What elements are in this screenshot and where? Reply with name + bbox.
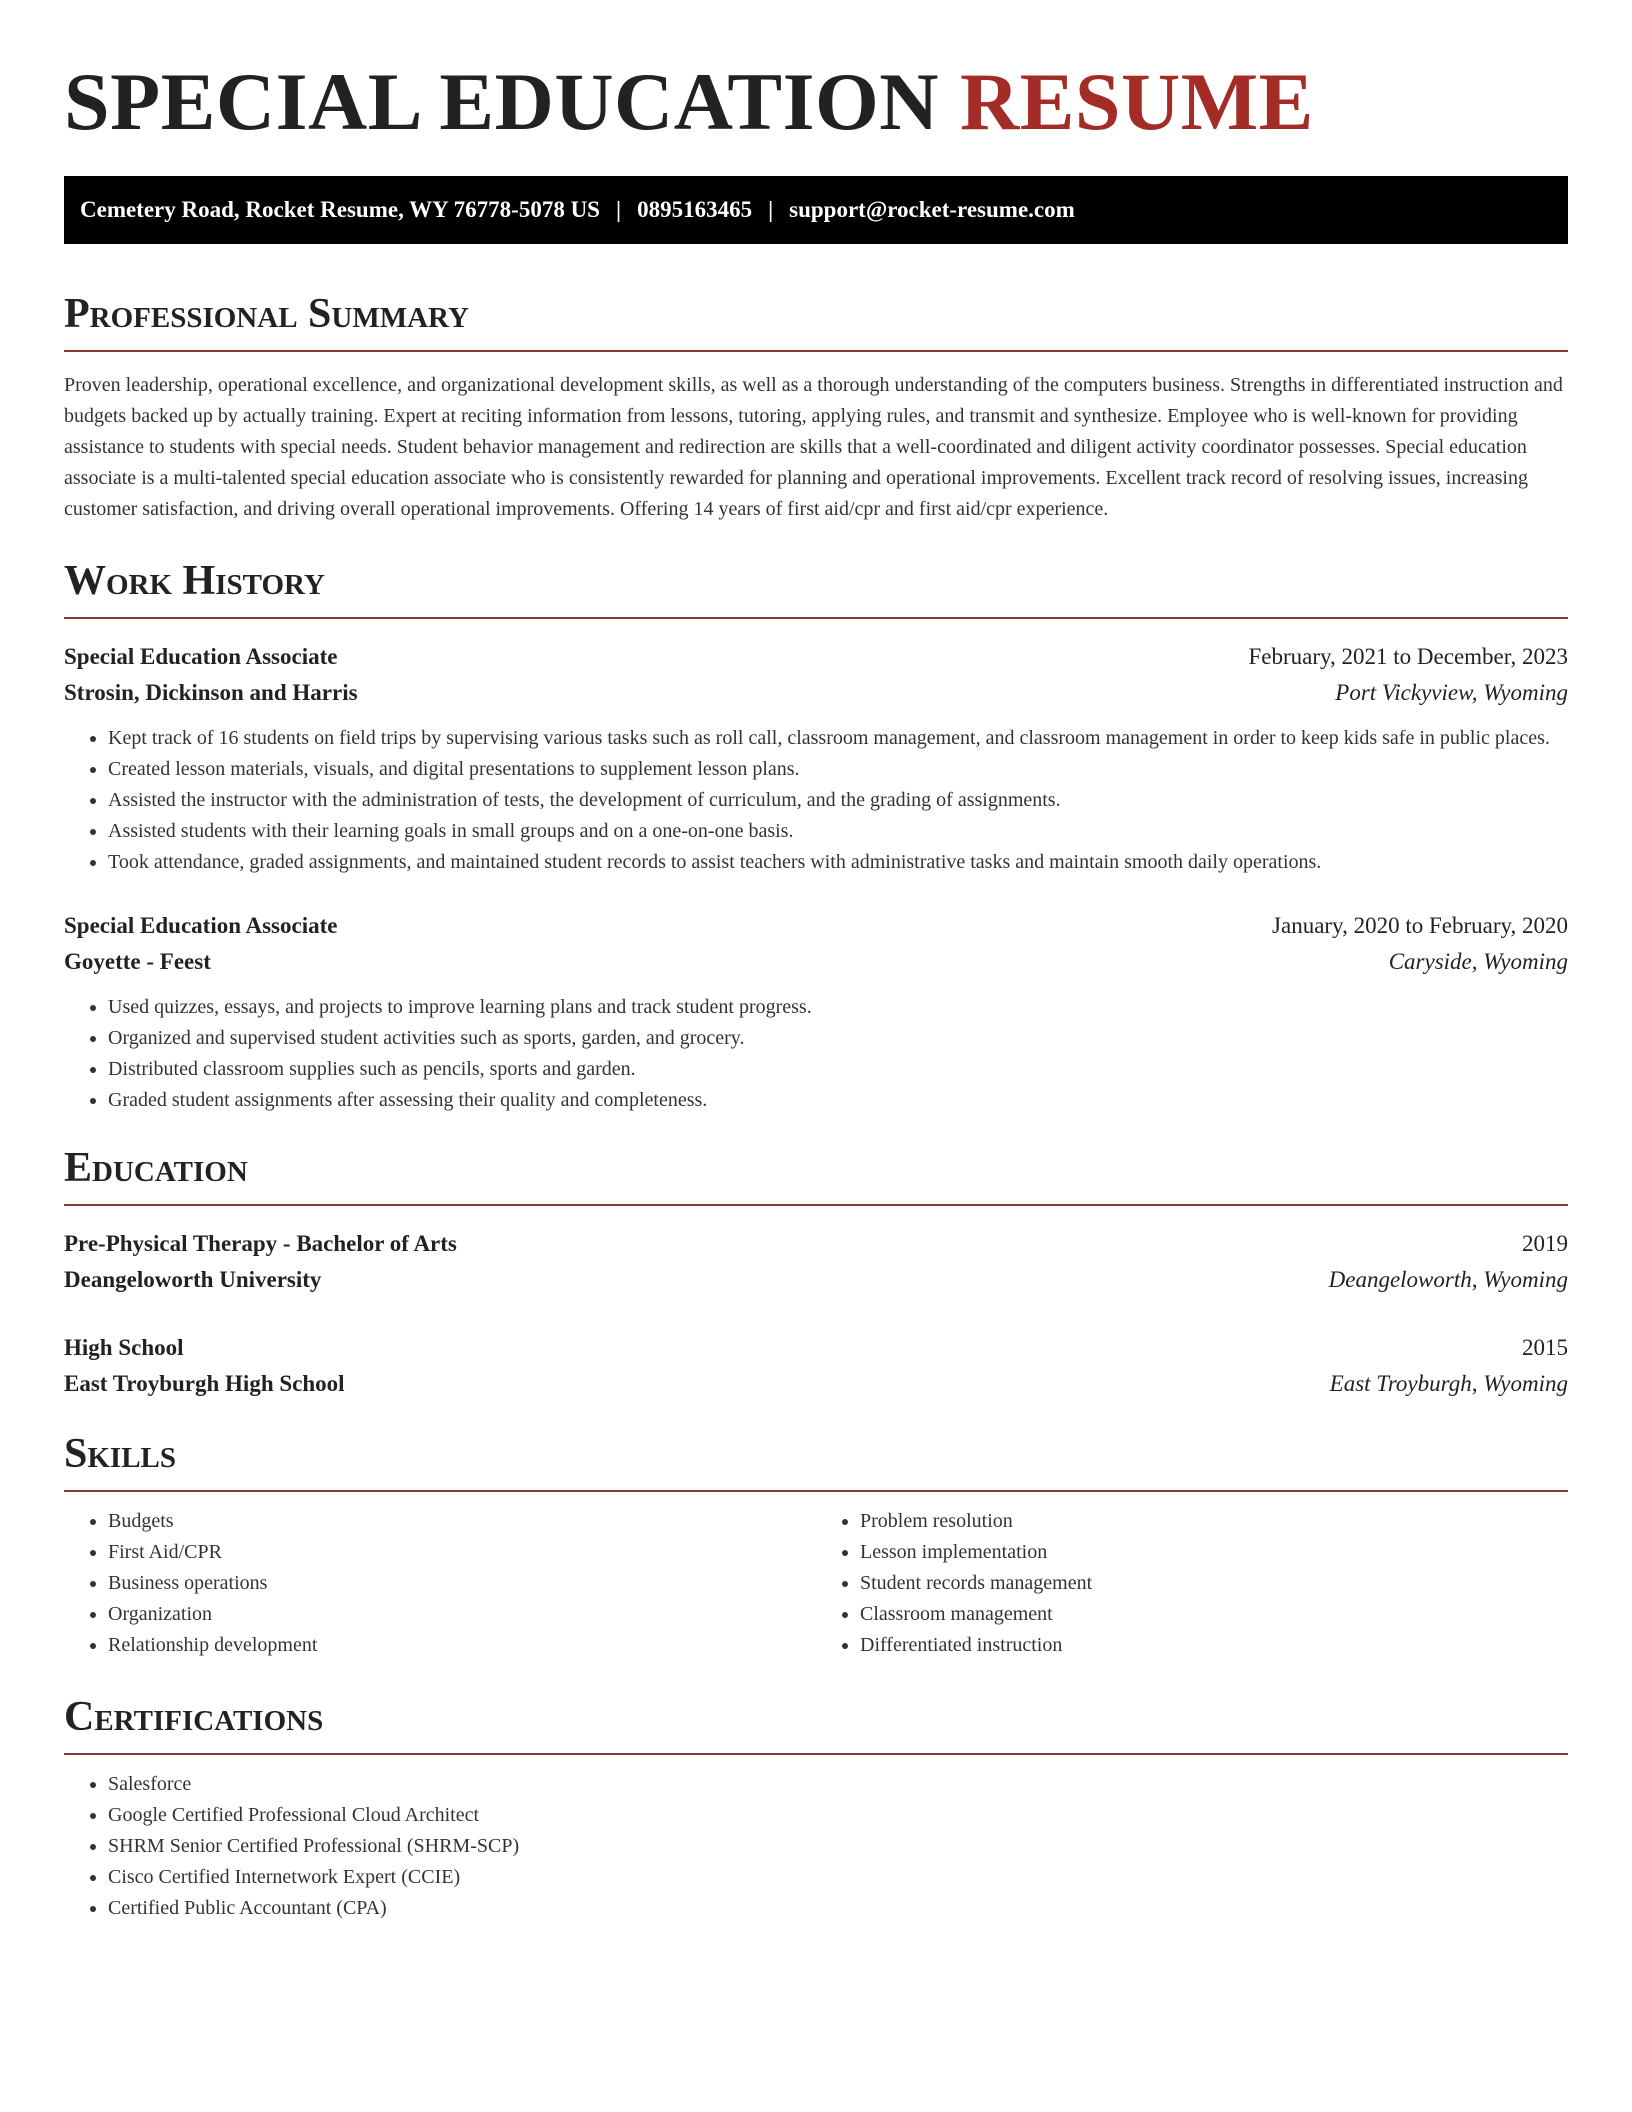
contact-phone: 0895163465 [637, 197, 753, 222]
list-item: • Assisted students with their learning goals in small groups and on a one-on-one basis. [108, 816, 1568, 847]
list-item: • Lesson implementation [860, 1537, 1568, 1568]
resume-title [64, 0, 1568, 152]
job-duties-list [64, 992, 1568, 1116]
job-dates: February, 2021 to December, 2023 [1248, 644, 1568, 669]
job-location: Port Vickyview, Wyoming [1335, 680, 1568, 705]
skills-column-left [64, 1506, 816, 1661]
contact-separator: | [768, 197, 774, 222]
job-location: Caryside, Wyoming [1388, 949, 1568, 974]
education-location: Deangeloworth, Wyoming [1328, 1267, 1568, 1292]
education-degree: Pre-Physical Therapy - Bachelor of Arts [64, 1231, 457, 1256]
list-item: • Budgets [108, 1506, 816, 1537]
list-item: • Graded student assignments after assessing their quality and completeness. [108, 1085, 1568, 1116]
skills-list [816, 1506, 1568, 1661]
list-item: • First Aid/CPR [108, 1537, 816, 1568]
list-item: • Took attendance, graded assignments, and maintained student records to assist teachers with administrative tasks and maintain smooth daily operations. [108, 847, 1568, 878]
list-item: • Relationship development [108, 1630, 816, 1661]
education-entry [64, 1226, 1568, 1298]
section-heading: Certifications [64, 1691, 1568, 1755]
education-location: East Troyburgh, Wyoming [1329, 1371, 1568, 1396]
list-item: • Google Certified Professional Cloud Architect [108, 1800, 1568, 1831]
education-school: Deangeloworth University [64, 1267, 322, 1292]
contact-email: support@rocket-resume.com [789, 197, 1075, 222]
list-item: • Student records management [860, 1568, 1568, 1599]
job-entry [64, 639, 1568, 878]
list-item: • Kept track of 16 students on field trips by supervising various tasks such as roll call, classroom management, and classroom management in order to keep kids safe in public places. [108, 723, 1568, 754]
list-item: • Salesforce [108, 1769, 1568, 1800]
list-item: • Distributed classroom supplies such as pencils, sports and garden. [108, 1054, 1568, 1085]
skills-list [64, 1506, 816, 1661]
section-heading: Education [64, 1142, 1568, 1206]
list-item: • Problem resolution [860, 1506, 1568, 1537]
work-history-section [64, 555, 1568, 1116]
contact-address: Cemetery Road, Rocket Resume, WY 76778-5078 US [80, 197, 600, 222]
job-dates: January, 2020 to February, 2020 [1272, 913, 1568, 938]
list-item: • SHRM Senior Certified Professional (SHRM-SCP) [108, 1831, 1568, 1862]
job-company: Goyette - Feest [64, 949, 211, 974]
list-item: • Business operations [108, 1568, 816, 1599]
list-item: • Differentiated instruction [860, 1630, 1568, 1661]
education-year: 2015 [1522, 1335, 1568, 1360]
list-item: • Created lesson materials, visuals, and digital presentations to supplement lesson plans. [108, 754, 1568, 785]
list-item: • Classroom management [860, 1599, 1568, 1630]
title-accent: RESUME [960, 56, 1314, 147]
professional-summary-section [64, 288, 1568, 525]
skills-section [64, 1428, 1568, 1661]
contact-bar [64, 176, 1568, 244]
certifications-list [64, 1769, 1568, 1924]
education-degree: High School [64, 1335, 184, 1360]
section-heading: Skills [64, 1428, 1568, 1492]
certifications-section [64, 1691, 1568, 1924]
education-year: 2019 [1522, 1231, 1568, 1256]
contact-separator: | [615, 197, 622, 222]
job-entry [64, 908, 1568, 1116]
list-item: • Used quizzes, essays, and projects to improve learning plans and track student progress. [108, 992, 1568, 1023]
education-school: East Troyburgh High School [64, 1371, 345, 1396]
list-item: • Cisco Certified Internetwork Expert (CCIE) [108, 1862, 1568, 1893]
list-item: • Organized and supervised student activities such as sports, garden, and grocery. [108, 1023, 1568, 1054]
section-heading: Work History [64, 555, 1568, 619]
section-heading: Professional Summary [64, 288, 1568, 352]
job-title: Special Education Associate [64, 913, 338, 938]
list-item: • Organization [108, 1599, 816, 1630]
job-title: Special Education Associate [64, 644, 338, 669]
title-main: SPECIAL EDUCATION [64, 56, 939, 147]
summary-text: Proven leadership, operational excellence, and organizational development skills, as well as a thorough understanding of the computers business. Strengths in differentiated instruction and budgets backed up by actually training. Expert at reciting information from lessons, tutoring, applying rules, and transmit and synthesize. Employee who is well-known for providing assistance to students with special needs. Student behavior management and redirection are skills that a well-coordinated and diligent activity coordinator possesses. Special education associate is a multi-talented special education associate who is consistently rewarded for planning and operational improvements. Excellent track record of resolving issues, increasing customer satisfaction, and driving overall operational improvements. Offering 14 years of first aid/cpr and first aid/cpr experience. [64, 374, 1563, 520]
skills-column-right [816, 1506, 1568, 1661]
education-entry [64, 1330, 1568, 1402]
list-item: • Certified Public Accountant (CPA) [108, 1893, 1568, 1924]
job-duties-list [64, 723, 1568, 878]
list-item: • Assisted the instructor with the administration of tests, the development of curriculum, and the grading of assignments. [108, 785, 1568, 816]
job-company: Strosin, Dickinson and Harris [64, 680, 358, 705]
education-section [64, 1142, 1568, 1402]
